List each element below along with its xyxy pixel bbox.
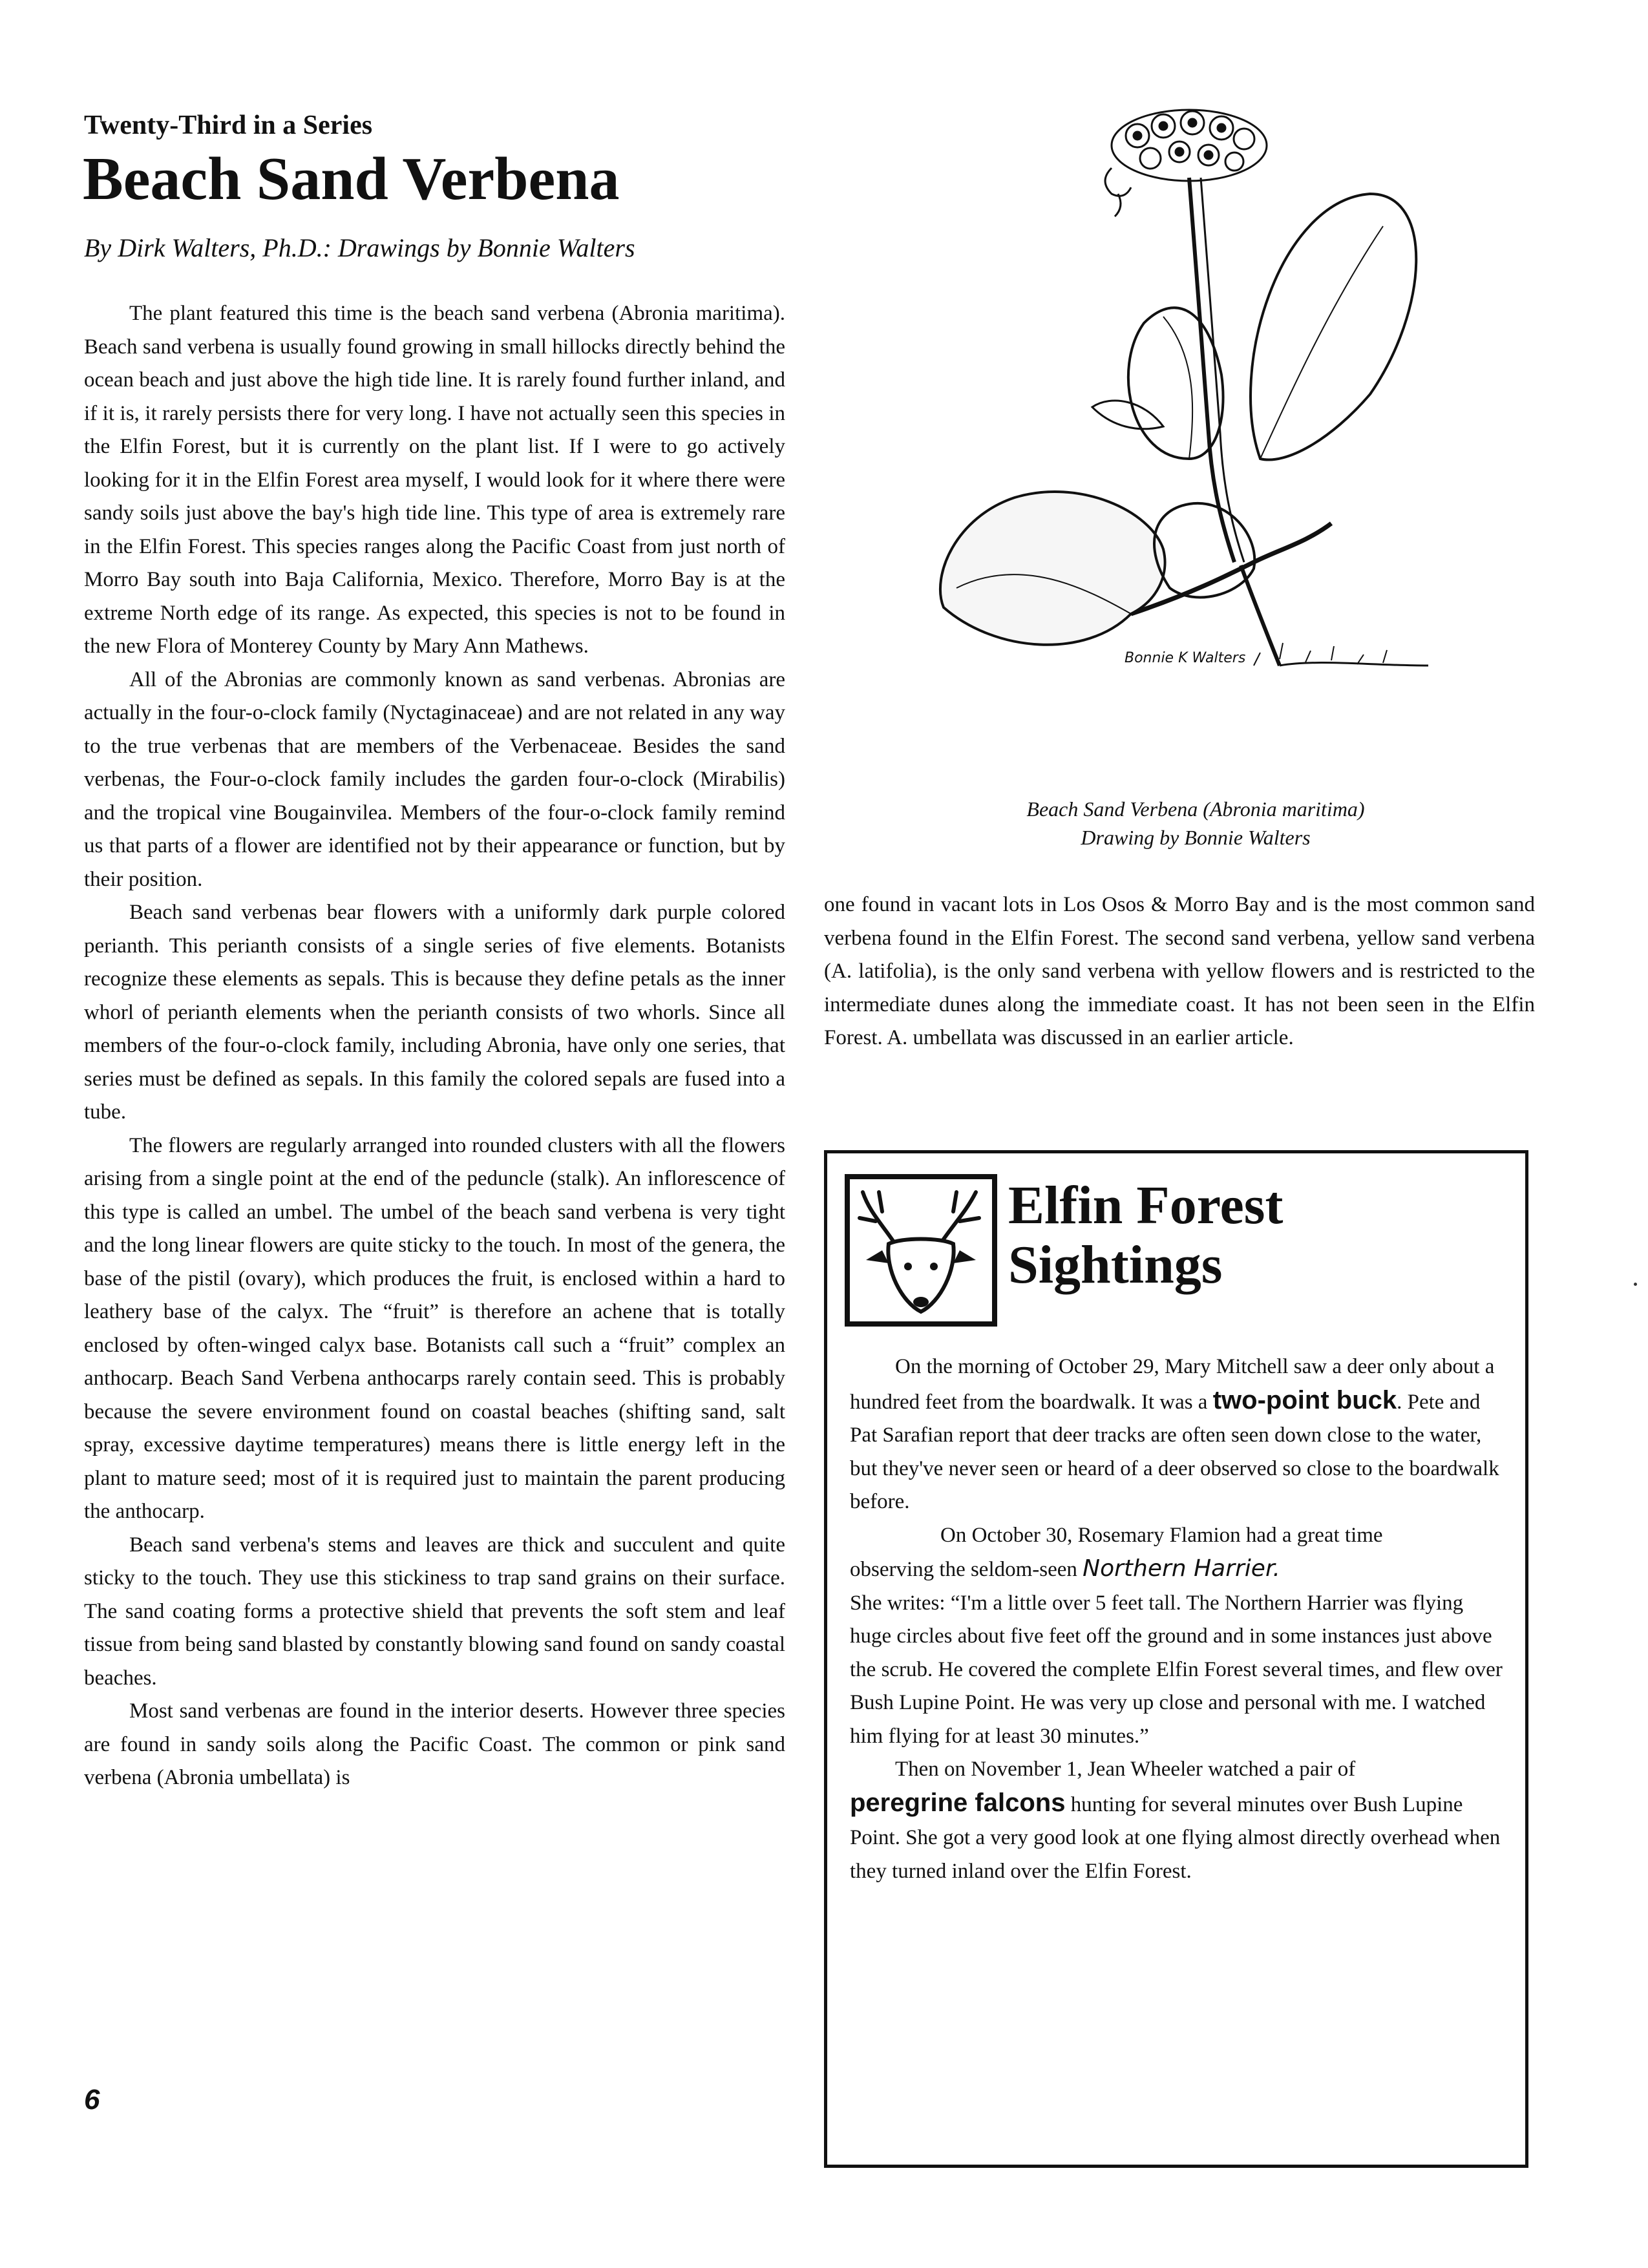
deer-logo-icon	[843, 1173, 998, 1328]
article-paragraph: All of the Abronias are commonly known as sand verbenas. Abronias are actually in the four-o-clock family (Nyctaginaceae) and are not related in any way to the true verbenas that are members of the Verbenaceae. Besides the sand verbenas, the Four-o-clock family includes the garden four-o-clock (Mirabilis) and the tropical vine Bougainvilea. Members of the four-o-clock family remind us that parts of a flower are identified not by their appearance or function, but by their position.	[84, 667, 785, 891]
artist-signature: Bonnie K Walters	[1125, 650, 1246, 666]
caption-credit: Drawing by Bonnie Walters	[1081, 826, 1311, 849]
article-paragraph: Beach sand verbenas bear flowers with a uniformly dark purple colored perianth. This perianth consists of a single series of five elements. Botanists recognize these elements as sepals. This is because they define petals as the inner whorl of perianth elements when the perianth consists of two whorls. Since all members of the four-o-clock family, including Abronia, have only one series, that series must be defined as sepals. In this family the colored sepals are fused into a tube.	[84, 901, 785, 1124]
scan-speck	[1634, 1283, 1637, 1286]
sighting-paragraph: She writes: “I'm a little over 5 feet tall. The Northern Harrier was flying huge circles about five feet off the ground and in some instances just above the scrub. He covered the complete Elfin Forest several times, and flew over Bush Lupine Point. He was very up close and personal with me. I watched him flying for at least 30 minutes.”	[850, 1591, 1503, 1748]
beach-sand-verbena-drawing	[918, 97, 1467, 717]
sightings-box	[824, 1150, 1528, 2168]
article-left-column	[84, 297, 785, 1795]
sighting-highlight: peregrine falcons	[850, 1788, 1066, 1817]
sightings-title	[1008, 1176, 1283, 1295]
sighting-paragraph	[850, 1787, 1509, 1889]
sighting-text: . Pete and Pat Sarafian report that deer tracks are often seen down close to the water, but they've never seen or heard of a deer observed so close to the boardwalk before.	[850, 1390, 1499, 1513]
sighting-highlight: two-point buck	[1212, 1385, 1397, 1414]
sighting-paragraph: Then on November 1, Jean Wheeler watched a pair of	[895, 1758, 1356, 1781]
sighting-paragraph	[850, 1552, 1509, 1587]
article-right-column	[824, 888, 1535, 1055]
sighting-paragraph: On October 30, Rosemary Flamion had a great time	[940, 1523, 1383, 1547]
caption-line: Beach Sand Verbena (Abronia maritima)	[1026, 797, 1365, 821]
sighting-text: On the morning of October 29, Mary Mitchell saw a deer only about a hundred feet from the boardwalk. It was a	[850, 1355, 1495, 1414]
series-kicker: Twenty-Third in a Series	[84, 110, 373, 140]
sighting-text: hunting for several minutes over Bush Lupine Point. She got a very good look at one flying almost directly overhead when they turned inland over the Elfin Forest.	[850, 1792, 1501, 1883]
sighting-highlight: Northern Harrier.	[1083, 1555, 1280, 1582]
sightings-title-line: Elfin Forest	[1008, 1175, 1284, 1235]
article-title: Beach Sand Verbena	[83, 145, 620, 213]
sightings-title-line: Sightings	[1008, 1235, 1223, 1295]
flower-cluster-icon	[1105, 110, 1267, 216]
article-paragraph: Most sand verbenas are found in the interior deserts. However three species are found in sandy soils along the Pacific Coast. The common or pink sand verbena (Abronia umbellata) is	[84, 1699, 785, 1789]
illustration-caption	[840, 795, 1551, 852]
sighting-paragraph	[850, 1350, 1509, 1519]
article-byline: By Dirk Walters, Ph.D.: Drawings by Bonnie Walters	[84, 233, 635, 262]
page-number: 6	[84, 2084, 100, 2116]
article-paragraph: The plant featured this time is the beach sand verbena (Abronia maritima). Beach sand verbena is usually found growing in small hillocks directly behind the ocean beach and just above the high tide line. It is rarely found further inland, and if it is, it rarely persists there for very long. I have not actually seen this species in the Elfin Forest, but it is currently on the plant list. If I were to go actively looking for it in the Elfin Forest area myself, I would look for it where there were sandy soils just above the bay's high tide line. This type of area is extremely rare in the Elfin Forest. This species ranges along the Pacific Coast from just north of Morro Bay south into Baja California, Mexico. Therefore, Morro Bay is at the extreme North edge of its range. As expected, this species is not to be found in the new Flora of Monterey County by Mary Ann Mathews.	[84, 302, 785, 658]
sightings-body	[850, 1350, 1509, 1888]
sighting-text: observing the seldom-seen	[850, 1558, 1077, 1581]
article-paragraph: one found in vacant lots in Los Osos & Morro Bay and is the most common sand verbena found in the Elfin Forest. The second sand verbena, yellow sand verbena (A. latifolia), is the only sand verbena with yellow flowers and is restricted to the intermediate dunes along the immediate coast. It has not been seen in the Elfin Forest. A. umbellata was discussed in an earlier article.	[824, 893, 1535, 1049]
article-paragraph: The flowers are regularly arranged into rounded clusters with all the flowers arising from a single point at the end of the peduncle (stalk). An inflorescence of this type is called an umbel. The umbel of the beach sand verbena is very tight and the long linear flowers are quite sticky to the touch. In most of the genera, the base of the pistil (ovary), which produces the fruit, is enclosed within a hard to leathery base of the calyx. The “fruit” is therefore an achene that is totally enclosed by often-winged calyx base. Botanists call such a “fruit” complex an anthocarp. Beach Sand Verbena anthocarps rarely contain seed. This is probably because the severe environment found on coastal beaches (shifting sand, salt spray, excessive daytime temperatures) means there is little energy left in the plant to mature seed; most of it is required just to maintain the parent producing the anthocarp.	[84, 1133, 785, 1523]
article-paragraph: Beach sand verbena's stems and leaves are thick and succulent and quite sticky to the touch. They use this stickiness to trap sand grains on their surface. The sand coating forms a protective shield that prevents the soft stem and leaf tissue from being sand blasted by constantly blowing sand found on sandy coastal beaches.	[84, 1533, 785, 1690]
